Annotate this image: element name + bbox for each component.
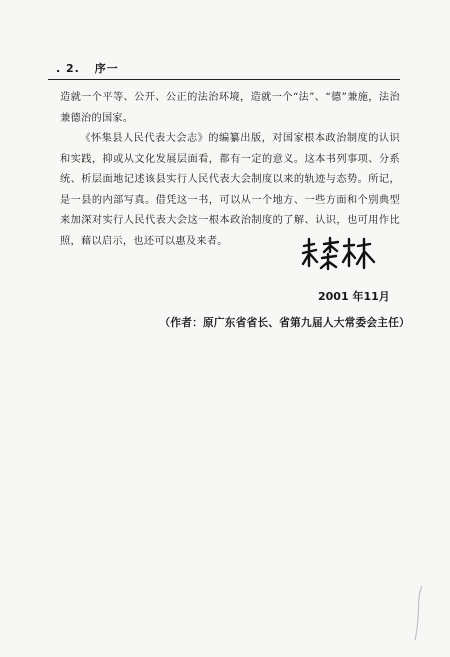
author-note: （作者：原广东省省长、省第九届人大常委会主任） (159, 317, 410, 329)
paragraph-1: 造就一个平等、公开、公正的法治环境，造就一个“法”、“德”兼施，法治兼德治的国家。 (60, 92, 400, 124)
date: 2001 年11月 (318, 290, 390, 303)
page-number: . 2. (56, 62, 80, 75)
body-text (60, 88, 400, 252)
section-title: 序一 (94, 62, 119, 75)
paragraph-2: 《怀集县人民代表大会志》的编纂出版，对国家根本政治制度的认识和实践，抑或从文化发展层面看，都有一定的意义。这本书列事项、分系统、析层面地记述该县实行人民代表大会制度以来的轨迹与态势。所记，是一县的内部写真。借凭这一书，可以从一个地方、一些方面和个别典型来加深对实行人民代表大会这一根本政治制度的了解、认识，也可用作比照，藉以启示，也还可以惠及来者。 (60, 133, 400, 247)
scan-edge-mark (410, 584, 426, 642)
handwritten-signature (300, 236, 380, 272)
header-rule (48, 79, 400, 80)
page-header (56, 60, 119, 76)
